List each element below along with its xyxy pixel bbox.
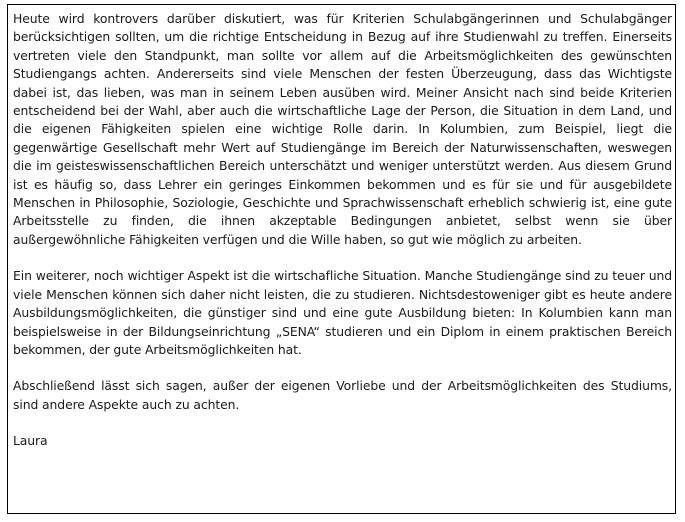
essay-frame bbox=[7, 4, 676, 514]
signature: Laura bbox=[13, 433, 48, 449]
paragraph-gap bbox=[13, 414, 672, 432]
paragraph-intro: Heute wird kontrovers darüber diskutiert, was für Kriterien Schulabgängerinnen und Schulabgänger berücksichtigen sollten, um die richtige Entscheidung in Bezug auf ihre Studienwahl zu treffen. Einerseits vertreten viele den Standpunkt, man sollte vor allem auf die Arbeitsmöglichkeiten des gewünschten Studiengangs achten. Andererseits sind viele Menschen der festen Überzeugung, dass das Wichtigste dabei ist, das lieben, was man in seinem Leben ausüben wird. Meiner Ansicht nach sind beide Kriterien entscheidend bei der Wahl, aber auch die wirtschaftliche Lage der Person, die Situation in dem Land, und die eigenen Fähigkeiten spielen eine wichtige Rolle darin. In Kolumbien, zum Beispiel, liegt die gegenwärtige Gesellschaft mehr Wert auf Studiengänge im Bereich der Naturwissenschaften, weswegen die im geisteswissenschaftlichen Bereich unterschätzt und weniger unterstützt werden. Aus diesem Grund ist es häufig so, dass Lehrer ein geringes Einkommen bekommen und es für sie und für ausgebildete Menschen in Philosophie, Soziologie, Geschichte und Sprachwissenschaft erheblich schwierig ist, eine gute Arbeitsstelle zu finden, die ihnen akzeptable Bedingungen anbietet, selbst wenn sie über außergewöhnliche Fähigkeiten verfügen und die Wille haben, so gut wie möglich zu arbeiten. bbox=[13, 11, 672, 247]
paragraph-economic: Ein weiterer, noch wichtiger Aspekt ist die wirtschafliche Situation. Manche Studiengänge sind zu teuer und viele Menschen können sich daher nicht leisten, die zu studieren. Nichtsdestoweniger gibt es heute andere Ausbildungsmöglichkeiten, die günstiger sind und eine gute Ausbildung bieten: In Kolumbien kann man beispielsweise in der Bildungseinrichtung „SENA“ studieren und ein Diplom in einem praktischen Bereich bekommen, der gute Arbeitsmöglichkeiten hat. bbox=[13, 268, 672, 357]
paragraph-conclusion: Abschließend lässt sich sagen, außer der eigenen Vorliebe und der Arbeitsmöglichkeiten des Studiums, sind andere Aspekte auch zu achten. bbox=[13, 378, 672, 412]
paragraph-gap bbox=[13, 249, 672, 267]
essay-text bbox=[13, 10, 672, 451]
paragraph-gap bbox=[13, 359, 672, 377]
